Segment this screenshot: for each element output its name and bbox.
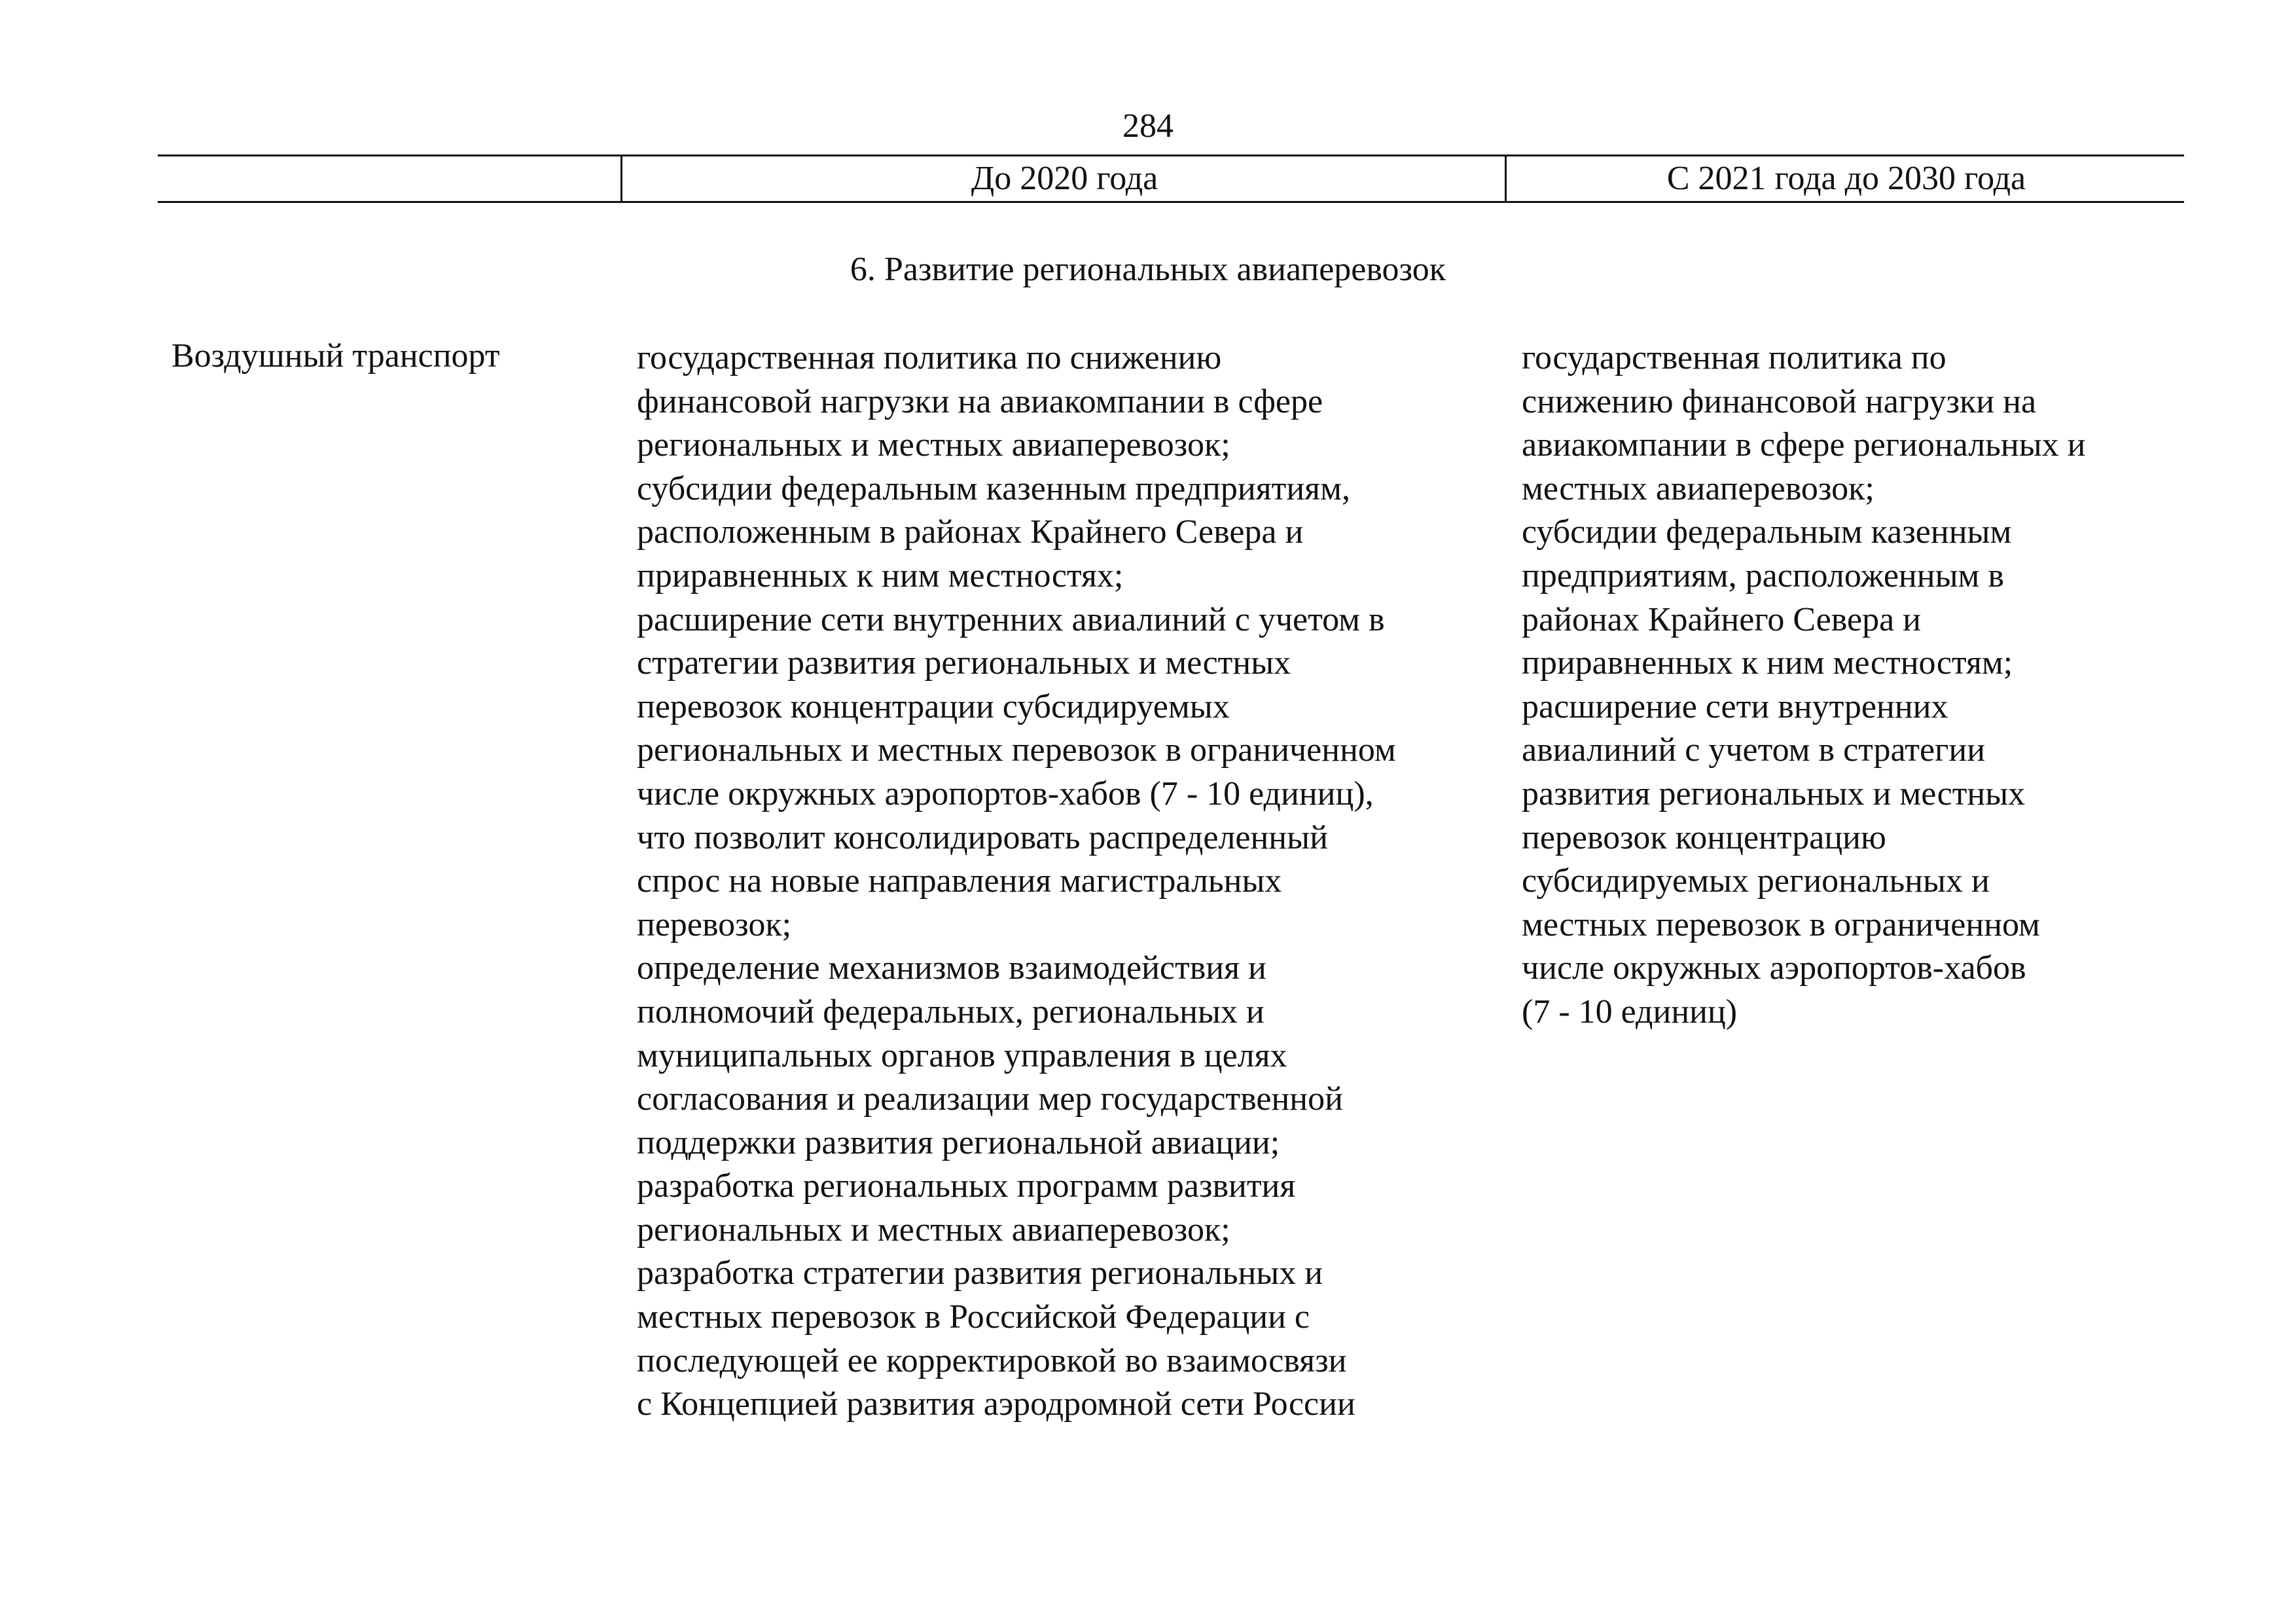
section-title: 6. Развитие региональных авиаперевозок <box>850 251 1446 288</box>
column-until-2020-line: региональных и местных перевозок в ограниченном <box>637 731 1396 769</box>
column-until-2020-line: стратегии развития региональных и местных <box>637 644 1291 682</box>
column-2021-2030-line: (7 - 10 единиц) <box>1522 993 1738 1030</box>
column-until-2020-line: спрос на новые направления магистральных <box>637 862 1282 900</box>
column-2021-2030-line: приравненных к ним местностям; <box>1522 644 2013 682</box>
column-until-2020-line: полномочий федеральных, региональных и <box>637 993 1265 1030</box>
column-until-2020-line: с Концепцией развития аэродромной сети России <box>637 1385 1355 1423</box>
column-until-2020-line: расположенным в районах Крайнего Севера и <box>637 513 1304 551</box>
column-2021-2030-line: авиалиний с учетом в стратегии <box>1522 731 1986 769</box>
column-2021-2030-line: районах Крайнего Севера и <box>1522 600 1921 638</box>
column-until-2020-line: определение механизмов взаимодействия и <box>637 949 1266 987</box>
column-until-2020-line: поддержки развития региональной авиации; <box>637 1123 1280 1161</box>
column-until-2020-line: что позволит консолидировать распределенный <box>637 818 1328 856</box>
column-until-2020-line: перевозок; <box>637 905 792 943</box>
column-until-2020-line: числе окружных аэропортов-хабов (7 - 10 единиц), <box>637 775 1374 812</box>
column-2021-2030-line: расширение сети внутренних <box>1522 687 1948 725</box>
column-2021-2030-text <box>1522 337 2183 1034</box>
row-label: Воздушный транспорт <box>171 337 500 374</box>
column-2021-2030-line: субсидии федеральным казенным <box>1522 513 2012 551</box>
page-number: 284 <box>1122 107 1174 145</box>
column-until-2020-line: разработка региональных программ развития <box>637 1167 1296 1205</box>
column-until-2020-line: перевозок концентрации субсидируемых <box>637 687 1230 725</box>
column-until-2020-line: муниципальных органов управления в целях <box>637 1036 1287 1074</box>
column-2021-2030-line: авиакомпании в сфере региональных и <box>1522 426 2086 464</box>
column-until-2020-line: субсидии федеральным казенным предприятиям, <box>637 469 1350 507</box>
column-2021-2030-line: государственная политика по <box>1522 339 1946 376</box>
column-until-2020-text <box>637 337 1507 1427</box>
column-2021-2030-line: перевозок концентрацию <box>1522 818 1886 856</box>
column-until-2020-line: последующей ее корректировкой во взаимосвязи <box>637 1341 1347 1379</box>
column-until-2020-line: приравненных к ним местностях; <box>637 556 1124 594</box>
column-until-2020-line: местных перевозок в Российской Федерации с <box>637 1298 1310 1336</box>
column-until-2020-line: региональных и местных авиаперевозок; <box>637 1211 1230 1249</box>
column-until-2020-line: разработка стратегии развития региональных и <box>637 1254 1323 1292</box>
table-header <box>158 155 2184 203</box>
column-2021-2030-line: предприятиям, расположенным в <box>1522 556 2004 594</box>
column-2021-2030-line: числе окружных аэропортов-хабов <box>1522 949 2026 987</box>
header-cell-2021-2030: С 2021 года до 2030 года <box>1505 156 2186 201</box>
column-until-2020-line: региональных и местных авиаперевозок; <box>637 426 1230 464</box>
column-2021-2030-line: субсидируемых региональных и <box>1522 862 1990 900</box>
column-until-2020-line: государственная политика по снижению <box>637 339 1222 376</box>
column-2021-2030-line: местных авиаперевозок; <box>1522 469 1874 507</box>
column-2021-2030-line: снижению финансовой нагрузки на <box>1522 382 2037 420</box>
column-until-2020-line: согласования и реализации мер государственной <box>637 1080 1343 1118</box>
column-until-2020-line: финансовой нагрузки на авиакомпании в сфере <box>637 382 1323 420</box>
column-2021-2030-line: развития региональных и местных <box>1522 775 2026 812</box>
header-cell-empty <box>158 156 620 201</box>
column-until-2020-line: расширение сети внутренних авиалиний с учетом в <box>637 600 1385 638</box>
column-2021-2030-line: местных перевозок в ограниченном <box>1522 905 2040 943</box>
header-cell-until-2020: До 2020 года <box>620 156 1507 201</box>
